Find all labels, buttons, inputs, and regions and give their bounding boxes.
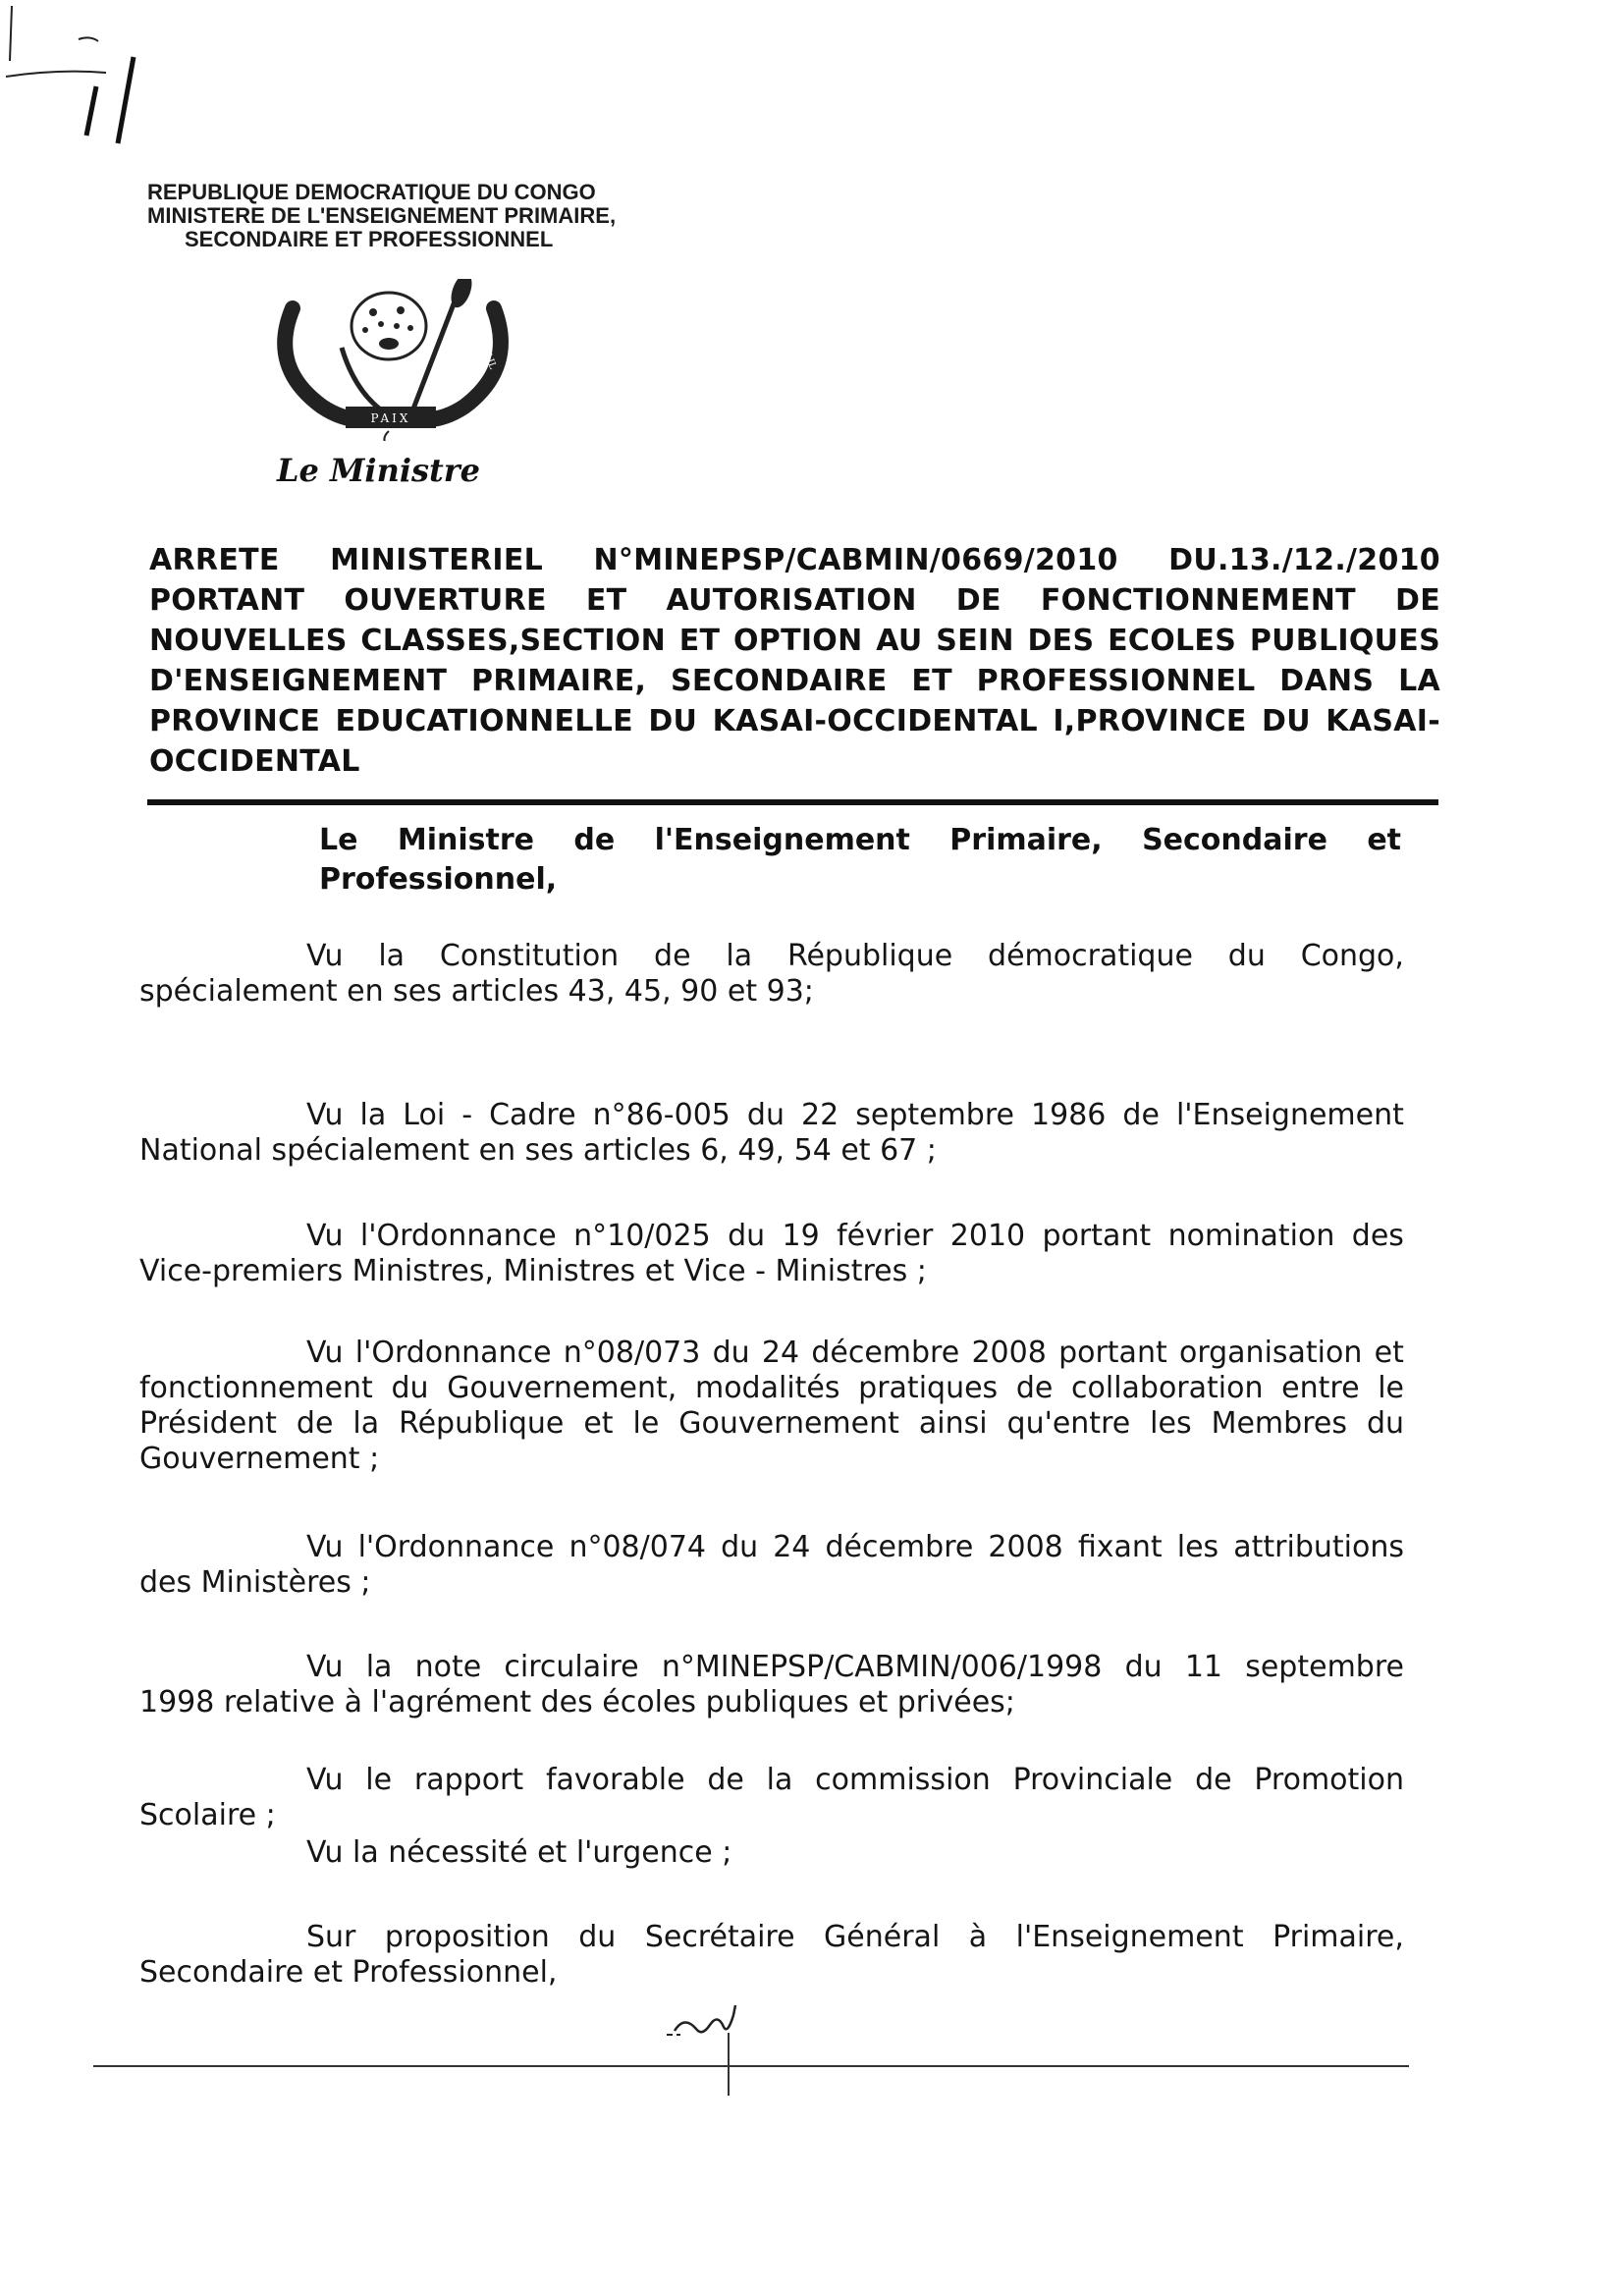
paragraph-word: note	[414, 1650, 482, 1684]
svg-text:TRAVAIL: TRAVAIL	[472, 325, 499, 371]
paragraph-continuation: 1998 relative à l'agrément des écoles publiques et privées;	[139, 1685, 1015, 1720]
decree-title	[149, 540, 1440, 782]
consideration-paragraph	[139, 939, 1404, 1010]
coat-of-arms-emblem	[263, 279, 518, 441]
paragraph-word: Sur	[306, 1920, 356, 1954]
ministry-name-line1: MINISTERE DE L'ENSEIGNEMENT PRIMAIRE,	[147, 203, 617, 228]
svg-text:PAIX: PAIX	[370, 411, 411, 425]
paragraph-word: les	[1176, 1530, 1219, 1564]
continuation-initials	[663, 2001, 761, 2070]
paragraph-word: l'Enseignement	[1175, 1098, 1404, 1132]
handwritten-page-number	[0, 0, 216, 157]
paragraph-word: Secrétaire	[644, 1920, 795, 1954]
paragraph-word: Vu la nécessité et l'urgence ;	[306, 1835, 732, 1870]
paragraph-word: la	[766, 1763, 793, 1797]
paragraph-word: Constitution	[439, 939, 620, 973]
paragraph-first-line	[139, 1835, 1404, 1871]
paragraph-word: février	[837, 1219, 934, 1253]
consideration-paragraph	[139, 1336, 1404, 1477]
paragraph-word: 2008	[971, 1336, 1047, 1370]
paragraph-word: de	[1195, 1763, 1232, 1797]
paragraph-word: de	[707, 1763, 744, 1797]
paragraph-word: de	[1122, 1098, 1160, 1132]
title-word: ARRETE	[149, 543, 280, 577]
consideration-paragraph	[139, 1530, 1404, 1601]
paragraph-first-line	[139, 1920, 1404, 1955]
paragraph-continuation: National spécialement en ses articles 6, 49, 54 et 67 ;	[139, 1133, 937, 1168]
intro-word: de	[573, 823, 616, 857]
intro-word: Secondaire	[1142, 823, 1327, 857]
intro-word: Le	[319, 823, 358, 857]
paragraph-word: n°08/074	[568, 1530, 706, 1564]
paragraph-continuation: Secondaire et Professionnel,	[139, 1955, 558, 1990]
country-name: REPUBLIQUE DEMOCRATIQUE DU CONGO	[147, 180, 596, 204]
paragraph-continuation: des Ministères ;	[139, 1565, 371, 1600]
paragraph-word: fixant	[1077, 1530, 1163, 1564]
paragraph-word: portant	[1042, 1219, 1152, 1253]
paragraph-word: favorable	[545, 1763, 685, 1797]
paragraph-word: Vu	[306, 1098, 344, 1132]
paragraph-word: du	[712, 1336, 750, 1370]
paragraph-word: décembre	[811, 1336, 960, 1370]
paragraph-word: du	[1227, 939, 1266, 973]
intro-word: et	[1367, 823, 1401, 857]
paragraph-word: du	[578, 1920, 617, 1954]
intro-word: Primaire,	[949, 823, 1103, 857]
paragraph-word: n°08/073	[563, 1336, 701, 1370]
paragraph-first-line	[139, 1650, 1404, 1685]
consideration-paragraph	[139, 1920, 1404, 1991]
paragraph-word: n°MINEPSP/CABMIN/006/1998	[661, 1650, 1103, 1684]
paragraph-word: septembre	[855, 1098, 1014, 1132]
minister-intro	[319, 821, 1401, 900]
consideration-paragraph	[139, 1098, 1404, 1169]
svg-text:JUSTICE: JUSTICE	[293, 303, 319, 350]
paragraph-word: la	[359, 1098, 387, 1132]
consideration-paragraph	[139, 1763, 1404, 1833]
paragraph-first-line	[139, 1098, 1404, 1133]
paragraph-word: décembre	[825, 1530, 974, 1564]
consideration-paragraph	[139, 1650, 1404, 1720]
paragraph-word: septembre	[1245, 1650, 1404, 1684]
paragraph-word: du	[1124, 1650, 1163, 1684]
paragraph-word: Provinciale	[1012, 1763, 1173, 1797]
paragraph-continuation: spécialement en ses articles 43, 45, 90 et 93;	[139, 974, 814, 1009]
paragraph-word: Congo,	[1300, 939, 1404, 973]
paragraph-word: circulaire	[504, 1650, 639, 1684]
paragraph-word: attributions	[1233, 1530, 1404, 1564]
paragraph-word: Loi	[403, 1098, 446, 1132]
intro-word: l'Enseignement	[654, 823, 910, 857]
paragraph-word: organisation	[1178, 1336, 1363, 1370]
paragraph-word: de	[654, 939, 691, 973]
signature-title: Le Ministre	[277, 452, 481, 489]
paragraph-word: la	[726, 939, 753, 973]
paragraph-word: du	[728, 1219, 766, 1253]
paragraph-word: du	[721, 1530, 759, 1564]
paragraph-continuation: fonctionnement du Gouvernement, modalités pratiques de collaboration entre le Président de la République et le Gouvernement ainsi qu'entre les Membres du Gouvernement ;	[139, 1371, 1404, 1476]
paragraph-word: l'Enseignement	[1015, 1920, 1244, 1954]
paragraph-word: 2008	[988, 1530, 1063, 1564]
intro-word: Ministre	[397, 823, 534, 857]
paragraph-word: 24	[773, 1530, 811, 1564]
paragraph-word: Vu	[306, 1650, 344, 1684]
paragraph-word: portant	[1058, 1336, 1167, 1370]
paragraph-word: à	[968, 1920, 988, 1954]
paragraph-continuation: Scolaire ;	[139, 1798, 276, 1832]
paragraph-word: l'Ordonnance	[359, 1219, 557, 1253]
paragraph-word: Cadre	[489, 1098, 576, 1132]
paragraph-first-line	[139, 1219, 1404, 1254]
intro-line2: Professionnel,	[319, 862, 558, 897]
paragraph-word: commission	[815, 1763, 991, 1797]
paragraph-word: -	[461, 1098, 473, 1132]
ministry-name-line2: SECONDAIRE ET PROFESSIONNEL	[185, 227, 554, 251]
paragraph-word: 22	[801, 1098, 839, 1132]
paragraph-word: Primaire,	[1272, 1920, 1404, 1954]
paragraph-word: Vu	[306, 1530, 344, 1564]
paragraph-word: la	[378, 939, 406, 973]
paragraph-word: République	[786, 939, 953, 973]
consideration-paragraph	[139, 1219, 1404, 1289]
decree-title-body: PORTANT OUVERTURE ET AUTORISATION DE FONCTIONNEMENT DE NOUVELLES CLASSES,SECTION ET OPTION AU SEIN DES ECOLES PUBLIQUES D'ENSEIGNEMENT PRIMAIRE, SECONDAIRE ET PROFESSIONNEL DANS LA PROVINCE EDUCATIONNELLE DU KASAI-OCCIDENTAL I,PROVINCE DU KASAI-OCCIDENTAL	[149, 583, 1440, 779]
paragraph-word: Vu	[306, 1336, 344, 1370]
decree-title-row1	[149, 540, 1440, 580]
paragraph-word: Général	[824, 1920, 941, 1954]
consideration-paragraph	[139, 1835, 1404, 1871]
paragraph-continuation: Vice-premiers Ministres, Ministres et Vice - Ministres ;	[139, 1254, 927, 1288]
paragraph-word: des	[1351, 1219, 1404, 1253]
paragraph-word: du	[746, 1098, 785, 1132]
paragraph-word: et	[1374, 1336, 1404, 1370]
header-organization	[147, 181, 736, 251]
paragraph-word: la	[365, 1650, 393, 1684]
paragraph-word: 19	[782, 1219, 820, 1253]
title-word: MINISTERIEL	[330, 543, 544, 577]
paragraph-first-line	[139, 939, 1404, 974]
paragraph-word: n°86-005	[592, 1098, 731, 1132]
paragraph-word: Promotion	[1254, 1763, 1404, 1797]
paragraph-word: Vu	[306, 939, 344, 973]
paragraph-word: l'Ordonnance	[357, 1530, 555, 1564]
paragraph-word: rapport	[413, 1763, 524, 1797]
paragraph-word: n°10/025	[573, 1219, 711, 1253]
paragraph-word: l'Ordonnance	[354, 1336, 552, 1370]
paragraph-word: 11	[1184, 1650, 1223, 1684]
footer-rule-tick	[728, 2033, 730, 2096]
title-divider	[147, 799, 1438, 805]
paragraph-word: le	[365, 1763, 393, 1797]
paragraph-first-line	[139, 1530, 1404, 1565]
paragraph-word: 2010	[949, 1219, 1026, 1253]
paragraph-word: nomination	[1167, 1219, 1335, 1253]
paragraph-first-line	[139, 1763, 1404, 1798]
decree-date: DU.13./12./2010	[1168, 543, 1440, 577]
paragraph-word: Vu	[306, 1219, 344, 1253]
paragraph-word: proposition	[384, 1920, 550, 1954]
paragraph-word: démocratique	[988, 939, 1193, 973]
paragraph-word: 1986	[1031, 1098, 1107, 1132]
decree-number: N°MINEPSP/CABMIN/0669/2010	[593, 543, 1118, 577]
footer-rule	[93, 2065, 1409, 2067]
paragraph-first-line	[139, 1336, 1404, 1371]
paragraph-word: Vu	[306, 1763, 344, 1797]
paragraph-word: 24	[761, 1336, 800, 1370]
